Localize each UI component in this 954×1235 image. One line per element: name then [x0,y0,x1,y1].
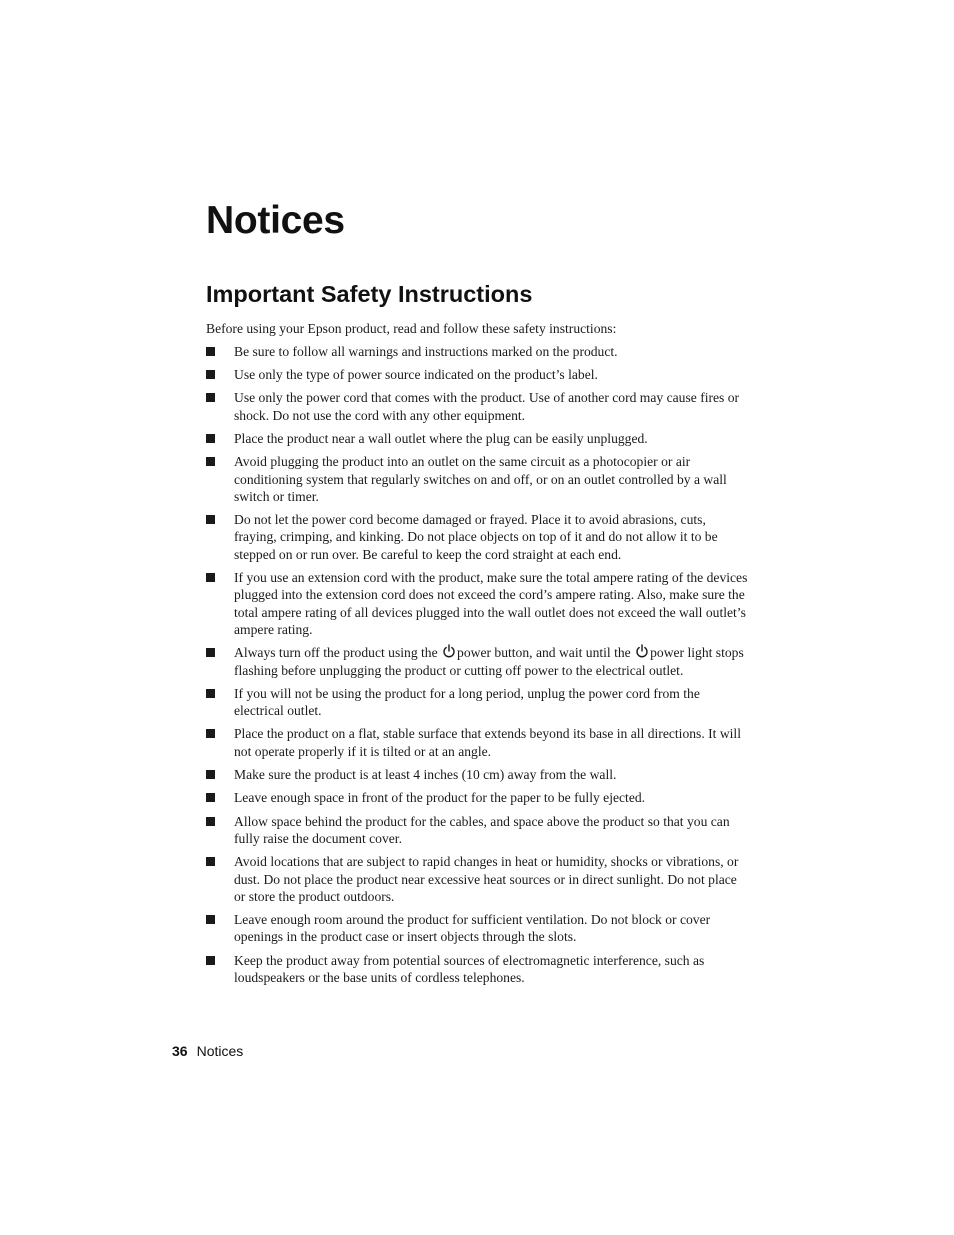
bullet-square-icon [206,729,215,738]
list-item [206,366,751,383]
list-item [206,766,751,783]
safety-list [206,343,751,987]
bullet-square-icon [206,573,215,582]
list-item-text: Place the product on a flat, stable surface that extends beyond its base in all directions. It will not operate properly if it is tilted or at an angle. [234,726,741,759]
list-item-text: If you will not be using the product for a long period, unplug the power cord from the electrical outlet. [234,685,700,719]
list-item [206,569,751,638]
bullet-square-icon [206,689,215,698]
bullet-square-icon [206,956,215,965]
bullet-square-icon [206,857,215,866]
list-item-text: Always turn off the product using the [234,645,438,661]
power-icon [442,644,456,658]
list-item [206,389,751,424]
bullet-square-icon [206,370,215,379]
list-item-text: Use only the power cord that comes with the product. Use of another cord may cause fires or shock. Do not use the cord with any other equipment. [234,390,740,423]
list-item-text: Leave enough room around the product for sufficient ventilation. Do not block or cover openings in the product case or insert objects through the slots. [234,912,711,945]
list-item-text: Leave enough space in front of the product for the paper to be fully ejected. [234,790,646,806]
bullet-square-icon [206,648,215,657]
bullet-square-icon [206,770,215,779]
list-item-text: Do not let the power cord become damaged or frayed. Place it to avoid abrasions, cuts, fraying, crimping, and kinking. Do not place objects on top of it and do not allow it to be stepped on or run over. Be careful to keep the cord straight at each end. [234,512,718,562]
list-item-text: power light stops flashing before unplugging the product or cutting off power to the electrical outlet. [234,645,744,678]
list-item [206,853,751,905]
list-item [206,644,751,679]
list-item [206,911,751,946]
bullet-square-icon [206,817,215,826]
list-item [206,725,751,760]
bullet-square-icon [206,793,215,802]
footer-section-label: Notices [196,1043,244,1059]
list-item-text: Place the product near a wall outlet where the plug can be easily unplugged. [234,430,648,446]
section-title: Important Safety Instructions [206,281,533,307]
list-item [206,430,751,447]
power-icon [635,644,649,658]
bullet-square-icon [206,915,215,924]
list-item [206,952,751,987]
bullet-square-icon [206,515,215,524]
list-item [206,813,751,848]
bullet-square-icon [206,347,215,356]
page-footer [172,1042,243,1060]
safety-instructions [206,320,751,992]
list-item-text: Allow space behind the product for the cables, and space above the product so that you can fully raise the document cover. [234,813,730,846]
bullet-square-icon [206,457,215,466]
list-item [206,343,751,360]
list-item-text: Avoid locations that are subject to rapid changes in heat or humidity, shocks or vibrations, or dust. Do not place the product near excessive heat sources or in direct sunlight. Do not place or store the product outdoors. [234,854,739,904]
intro-text: Before using your Epson product, read and follow these safety instructions: [206,321,617,336]
bullet-square-icon [206,434,215,443]
bullet-square-icon [206,393,215,402]
list-item-text: If you use an extension cord with the product, make sure the total ampere rating of the devices plugged into the extension cord does not exceed the cord’s ampere rating. Also, make sure the total ampere rating of all devices plugged into the wall outlet does not exceed the wall outlet’s ampere rating. [234,570,748,637]
list-item [206,789,751,806]
list-item [206,453,751,505]
list-item-text: Use only the type of power source indicated on the product’s label. [234,367,598,383]
page-number: 36 [172,1043,188,1059]
chapter-title: Notices [206,199,345,242]
list-item-text: Make sure the product is at least 4 inches (10 cm) away from the wall. [234,767,617,783]
list-item [206,511,751,563]
list-item-text: Avoid plugging the product into an outlet on the same circuit as a photocopier or air conditioning system that regularly switches on and off, or on an outlet controlled by a wall switch or timer. [234,454,727,504]
list-item-text: Be sure to follow all warnings and instructions marked on the product. [234,343,618,359]
list-item-text: power button, and wait until the [457,645,631,661]
list-item [206,685,751,720]
list-item-text: Keep the product away from potential sources of electromagnetic interference, such as loudspeakers or the base units of cordless telephones. [234,952,705,985]
